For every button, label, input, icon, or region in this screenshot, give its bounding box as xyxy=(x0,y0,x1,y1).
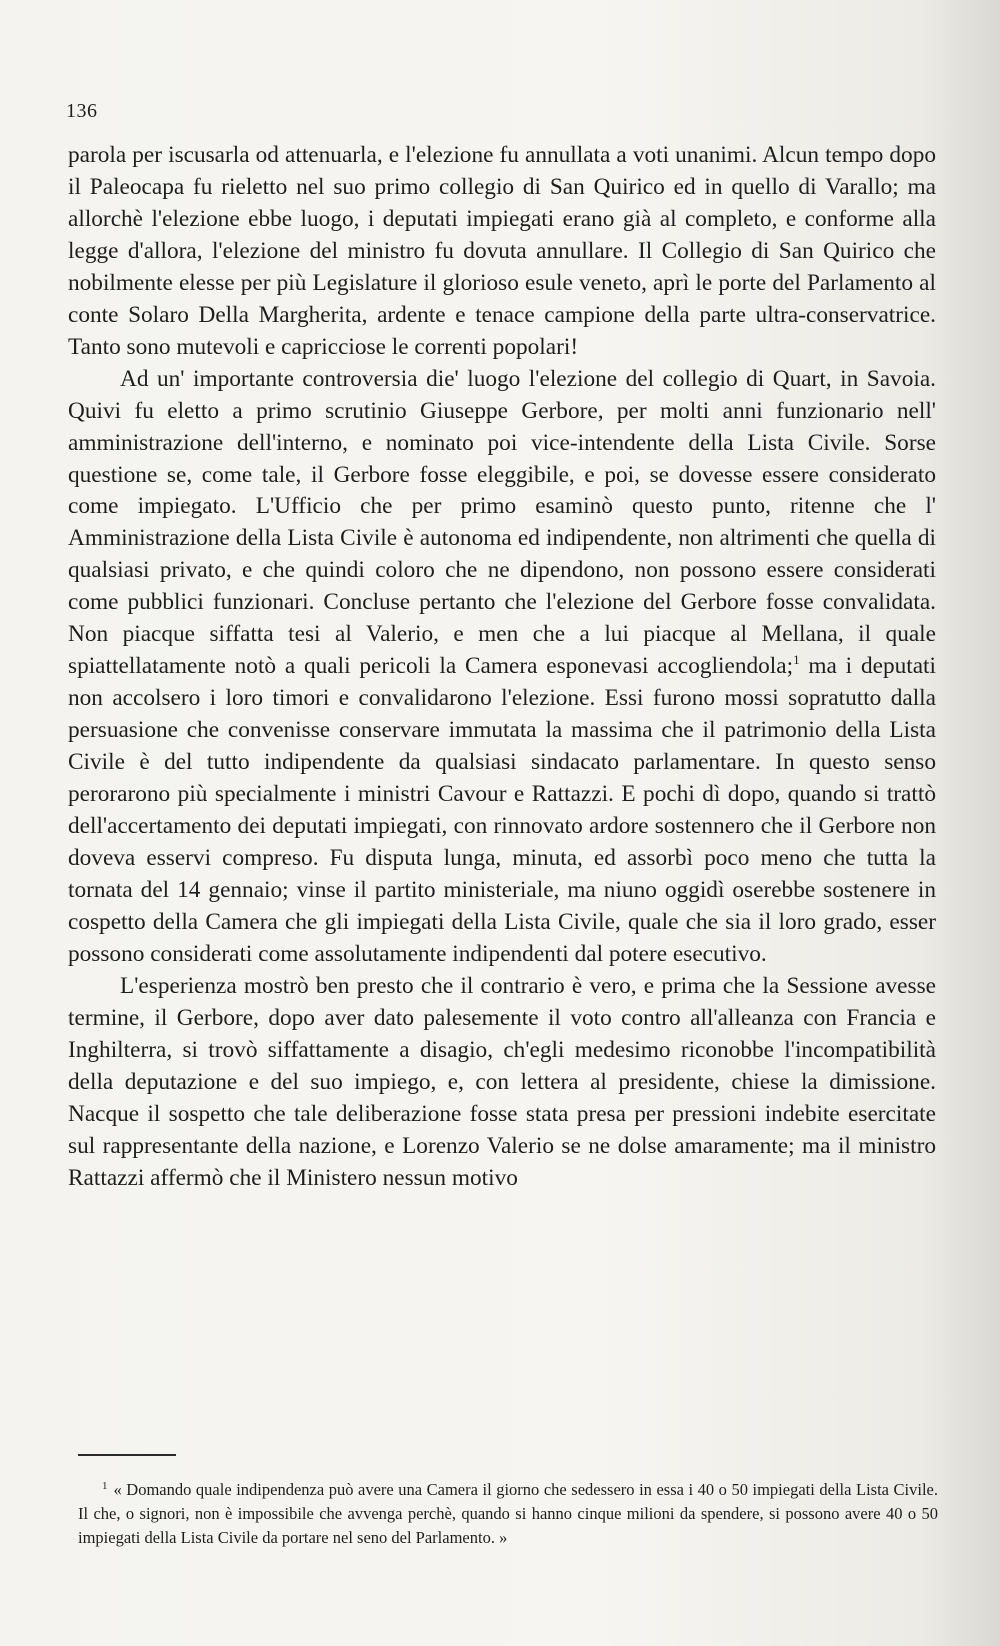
paragraph-2-text: Ad un' importante controversia die' luogo l'elezione del collegio di Quart, in Savoia. Quivi fu eletto a primo scrutinio Giuseppe Gerbore, per molti anni funzionario nell' amministrazione dell'interno, e nominato poi vice-intendente della Lista Civile. Sorse questione se, come tale, il Gerbore fosse eleggibile, e poi, se dovesse essere considerato come impiegato. L'Ufficio che per primo esaminò questo punto, ritenne che l' Amministrazione della Lista Civile è autonoma ed indipendente, non altrimenti che quella di qualsiasi privato, e che quindi coloro che ne dipendono, non possono essere considerati come pubblici funzionari. Concluse pertanto che l'elezione del Gerbore fosse convalidata. Non piacque siffatta tesi al Valerio, e men che a lui piacque al Mellana, il quale spiattellatamente notò a quali pericoli la Camera esponevasi accogliendola; xyxy=(68,365,936,680)
paragraph-3: L'esperienza mostrò ben presto che il contrario è vero, e prima che la Sessione avesse termine, il Gerbore, dopo aver dato palesemente il voto contro all'alleanza con Francia e Inghilterra, si trovò siffattamente a disagio, ch'egli medesimo riconobbe l'incompatibilità della deputazione e del suo impiego, e, con lettera al presidente, chiese la dimissione. Nacque il sospetto che tale deliberazione fosse stata presa per pressioni indebite esercitate sul rappresentante della nazione, e Lorenzo Valerio se ne dolse amaramente; ma il ministro Rattazzi affermò che il Ministero nessun motivo xyxy=(68,972,936,1191)
paragraph-2 xyxy=(68,364,936,971)
paragraph-2-continuation: ma i deputati non accolsero i loro timori e convalidarono l'elezione. Essi furono mossi sopratutto dalla persuasione che convenisse conservare immutata la massima che il patrimonio della Lista Civile è del tutto indipendente da qualsiasi sindacato parlamentare. In questo senso perorarono più specialmente i ministri Cavour e Rattazzi. E pochi dì dopo, quando si trattò dell'accertamento dei deputati impiegati, con rinnovato ardore sostennero che il Gerbore non doveva esservi compreso. Fu disputa lunga, minuta, ed assorbì poco meno che tutta la tornata del 14 gennaio; vinse il partito ministeriale, ma niuno oggidì oserebbe sostenere in cospetto della Camera che gli impiegati della Lista Civile, quale che sia il loro grado, esser possono considerati come assolutamente indipendenti dal potere esecutivo. xyxy=(68,653,936,967)
page-number: 136 xyxy=(66,100,98,122)
footnote-divider xyxy=(78,1454,176,1456)
footnote-reference[interactable]: 1 xyxy=(793,652,800,668)
footnote-text: « Domando quale indipendenza può avere una Camera il giorno che sedessero in essa i 40 o 50 impiegati della Lista Civile. Il che, o signori, non è impossibile che avvenga perchè, quando si hanno cinque milioni da spendere, si possono avere 40 o 50 impiegati della Lista Civile da portare nel seno del Parlamento. » xyxy=(78,1480,938,1547)
body-text xyxy=(68,140,936,1194)
footnote xyxy=(78,1478,938,1550)
paragraph-1: parola per iscusarla od attenuarla, e l'elezione fu annullata a voti unanimi. Alcun tempo dopo il Paleocapa fu rieletto nel suo primo collegio di San Quirico ed in quello di Varallo; ma allorchè l'elezione ebbe luogo, i deputati impiegati erano già al completo, e conforme alla legge d'allora, l'elezione del ministro fu dovuta annullare. Il Collegio di San Quirico che nobilmente elesse per più Legislature il glorioso esule veneto, aprì le porte del Parlamento al conte Solaro Della Margherita, ardente e tenace campione della parte ultra-conservatrice. Tanto sono mutevoli e capricciose le correnti popolari! xyxy=(68,142,936,360)
footnote-number: 1 xyxy=(102,1479,108,1492)
